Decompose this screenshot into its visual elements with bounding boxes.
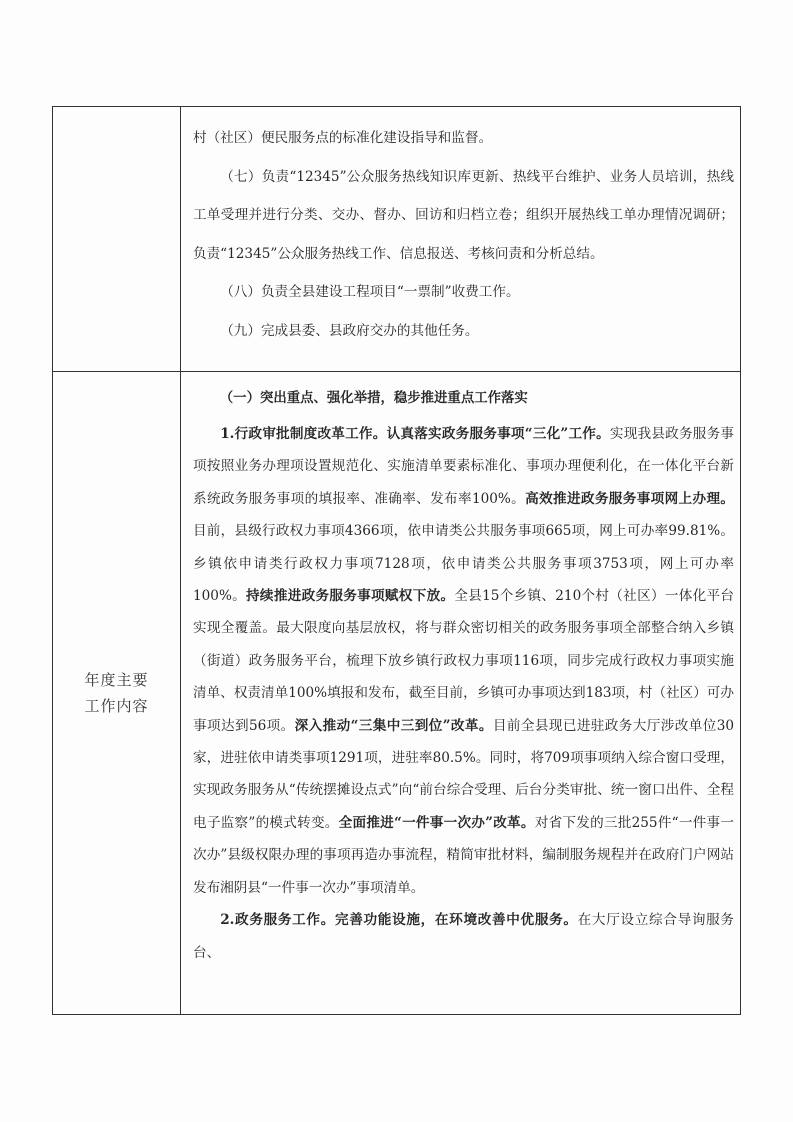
row-label-cell	[53, 372, 181, 1015]
work-report-table	[52, 106, 741, 1015]
row-label-line: 年度主要	[84, 671, 149, 689]
row-label-line: 工作内容	[84, 697, 149, 715]
item-subtitle: 认真落实政务服务事项“三化”工作。	[386, 426, 610, 442]
item-text: 目前，县级行政权力事项4366项，依申请类公共服务事项665项，网上可办率99.81%。乡镇依申请类行政权力事项7128项，依申请类公共服务事项3753项，网上可办率100%。	[193, 523, 734, 605]
item-lead: 1.行政审批制度改革工作。	[220, 426, 387, 442]
item-text: 对省下发的三批255件“一件事一次办”县级权限办理的事项再造办事流程，精简审批材料，编制服务规程并在政府门户网站发布湘阴县“一件事一次办”事项清单。	[193, 814, 734, 896]
item-text: 在大厅设立综合导询服务台、	[193, 912, 734, 961]
item-lead: 2.政务服务工作。	[220, 912, 335, 929]
item-text: 实现我县政务服务事项按照业务办理项设置规范化、实施清单要素标准化、事项办理便利化，在一体化平台新系统政务服务事项的填报率、准确率、发布率100%。	[193, 426, 735, 507]
item-text: 全县15个乡镇、210个村（社区）一体化平台实现全覆盖。最大限度向基层放权，将与群众密切相关的政务服务事项全部整合纳入乡镇（街道）政务服务平台，梳理下放乡镇行政权力事项116项，同步完成行政权力事项实施清单、权责清单100%填报和发布，截至目前，乡镇可办事项达到183项，村（社区）可办事项达到56项。	[193, 588, 734, 734]
item-subtitle: 深入推动“三集中三到位”改革。	[294, 717, 493, 734]
item-subtitle: 全面推进“一件事一次办”改革。	[338, 814, 535, 831]
item-subtitle: 完善功能设施，在环境改善中优服务。	[334, 912, 578, 929]
work-item-paragraph	[193, 418, 734, 904]
duty-paragraph: （七）负责“12345”公众服务热线知识库更新、热线平台维护、业务人员培训，热线工单受理并进行分类、交办、督办、回访和归档立卷；组织开展热线工单办理情况调研；负责“12345”公众服务热线工作、信息报送、考核问责和分析总结。	[193, 168, 734, 262]
row-content-cell	[181, 107, 741, 372]
item-subtitle: 高效推进政务服务事项网上办理。	[525, 490, 734, 507]
item-subtitle: 持续推进政务服务事项赋权下放。	[246, 588, 455, 605]
item-text: 目前全县现已进驻政务大厅涉改单位30家，进驻依申请类事项1291项，进驻率80.5%。同时，将709项事项纳入综合窗口受理，实现政务服务从“传统摆摊设点式”向“前台综合受理、后台分类审批、统一窗口出件、全程电子监察”的模式转变。	[193, 717, 734, 831]
section-title: （一）突出重点、强化举措，稳步推进重点工作落实	[219, 391, 528, 406]
row-content-cell	[181, 372, 741, 1015]
duty-paragraph: 村（社区）便民服务点的标准化建设指导和监督。	[193, 130, 493, 146]
duties-content	[181, 107, 740, 350]
duty-paragraph: （九）完成县委、县政府交办的其他任务。	[220, 322, 479, 339]
row-label-cell	[53, 107, 181, 372]
work-content	[181, 372, 740, 969]
table-row	[53, 372, 741, 1015]
duty-paragraph: （八）负责全县建设工程项目“一票制”收费工作。	[220, 284, 520, 300]
work-item-paragraph	[193, 904, 734, 969]
table-row	[53, 107, 741, 372]
